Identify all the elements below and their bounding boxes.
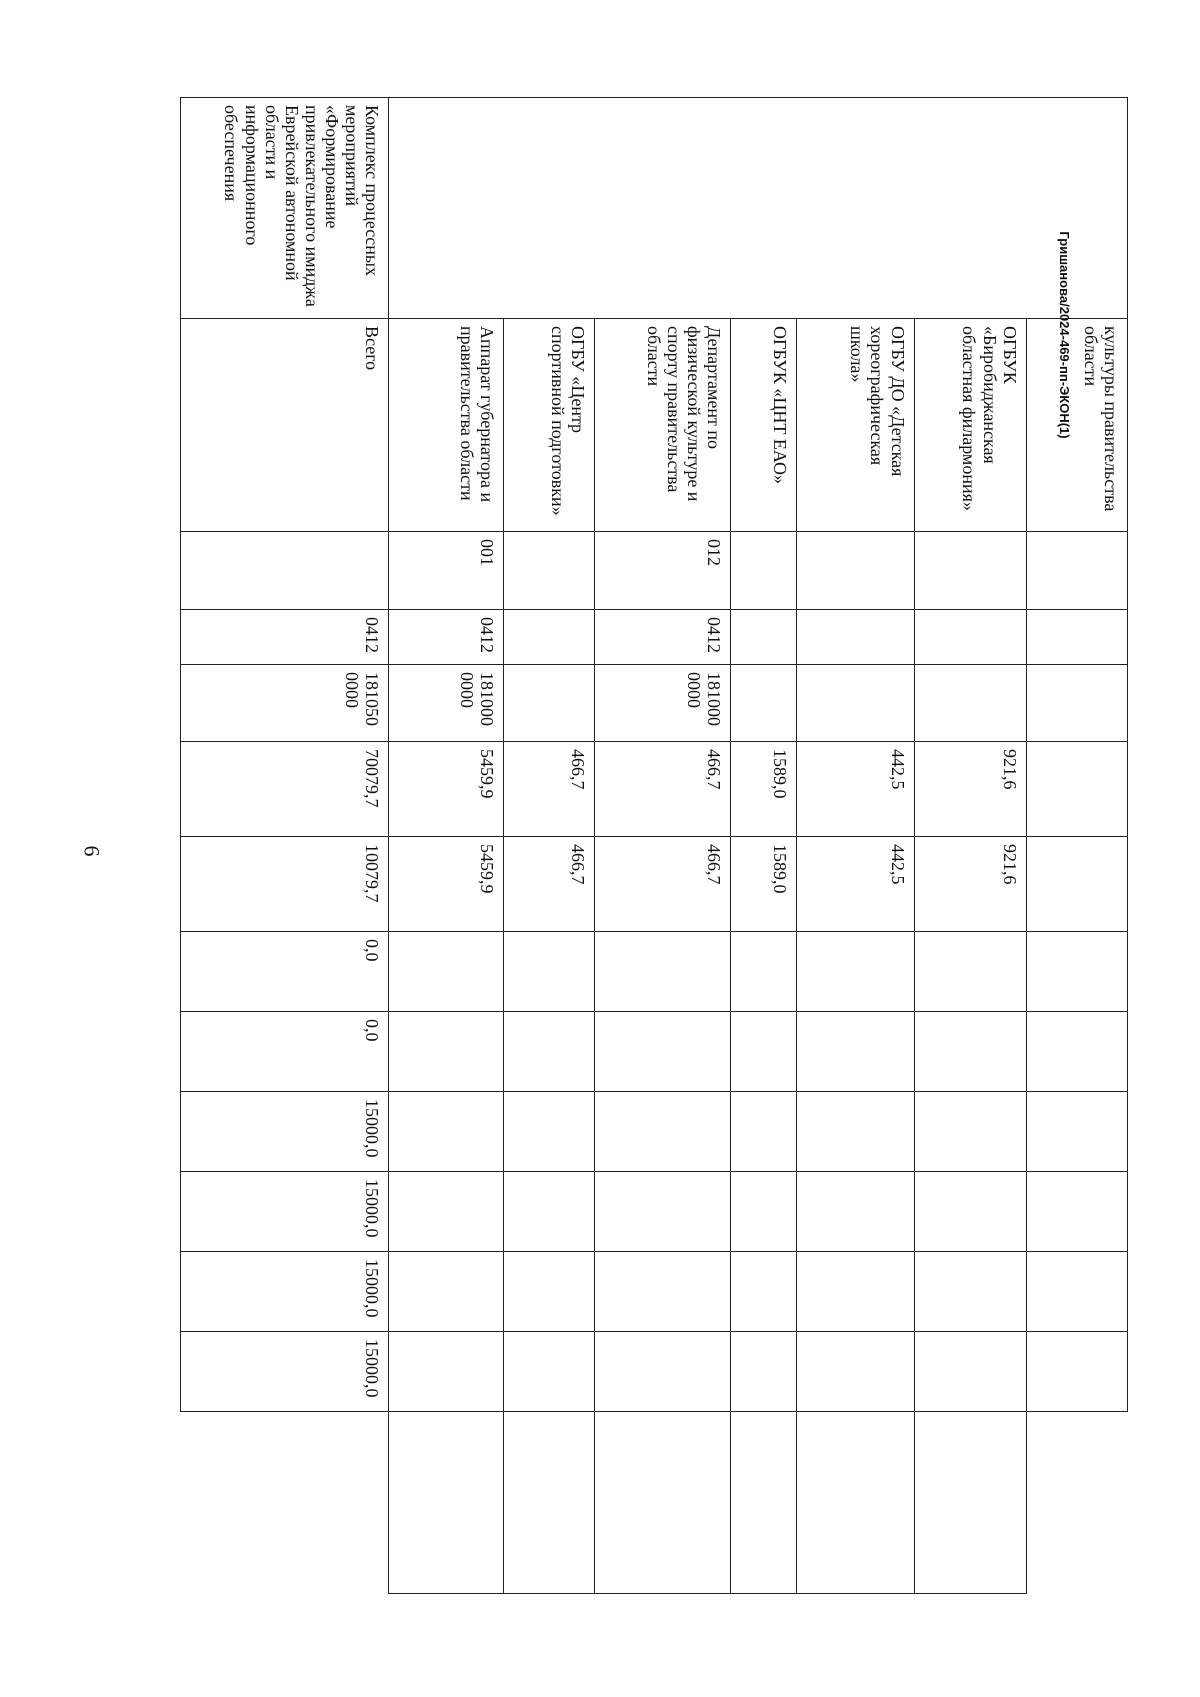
table-cell — [594, 932, 730, 1012]
table-cell: 001 — [389, 532, 503, 610]
table-cell: 921,6 — [914, 742, 1026, 837]
table-row — [797, 98, 914, 1594]
table-cell — [731, 532, 797, 610]
table-cell — [181, 532, 390, 610]
table-cell — [1026, 610, 1127, 665]
table-cell — [1026, 1012, 1127, 1092]
table-row — [181, 98, 390, 1594]
table-cell — [503, 932, 594, 1012]
table-cell — [797, 1252, 914, 1332]
table-cell — [1026, 1332, 1127, 1412]
table-cell — [797, 932, 914, 1012]
table-cell: 181000 0000 — [594, 665, 730, 742]
table-cell: ОГБУ «Центр спортивной подготовки» — [503, 319, 594, 532]
table-cell: ОГБУК «ЦНТ ЕАО» — [731, 319, 797, 532]
table-cell — [389, 932, 503, 1012]
table-cell — [797, 532, 914, 610]
table-cell: 466,7 — [594, 742, 730, 837]
table-row — [389, 98, 503, 1594]
table-row — [1026, 98, 1127, 1594]
table-cell — [914, 1172, 1026, 1252]
table-cell — [503, 1172, 594, 1252]
table-row — [594, 98, 730, 1594]
table-cell — [731, 1332, 797, 1412]
table-cell — [594, 1252, 730, 1332]
table-cell — [731, 665, 797, 742]
table-cell — [797, 1172, 914, 1252]
table-row — [914, 98, 1026, 1594]
table-cell: 181000 0000 — [389, 665, 503, 742]
table-cell: 0412 — [181, 610, 390, 665]
table-cell — [1026, 742, 1127, 837]
table-cell — [389, 98, 1128, 319]
table-cell — [594, 1012, 730, 1092]
table-cell: культуры правительства области — [1026, 319, 1127, 532]
table-body — [181, 98, 1128, 1594]
table-cell: 0,0 — [181, 932, 390, 1012]
table-cell — [503, 532, 594, 610]
table-cell: ОГБУ ДО «Детская хореографическая школа» — [797, 319, 914, 532]
table-cell — [914, 1412, 1026, 1594]
table-cell: 5459,9 — [389, 837, 503, 932]
table-cell — [594, 1332, 730, 1412]
table-cell — [503, 1252, 594, 1332]
table-cell — [797, 1412, 914, 1594]
table-cell: 466,7 — [503, 837, 594, 932]
table-cell — [503, 1412, 594, 1594]
table-cell — [1026, 1092, 1127, 1172]
table-cell — [914, 532, 1026, 610]
table-cell — [1026, 1172, 1127, 1252]
table-cell — [731, 610, 797, 665]
table-cell — [914, 665, 1026, 742]
table-cell — [914, 1012, 1026, 1092]
table-cell: 0412 — [594, 610, 730, 665]
table-cell — [797, 1012, 914, 1092]
document-code: Гришанова/2024-469-пп-ЭКОН(1) — [1057, 231, 1072, 439]
table-cell — [1026, 1252, 1127, 1332]
table-cell: Всего — [181, 319, 390, 532]
table-cell — [389, 1172, 503, 1252]
table-cell: 15000,0 — [181, 1332, 390, 1412]
table-cell: 0,0 — [181, 1012, 390, 1092]
budget-table — [180, 97, 1128, 1594]
table-cell: 15000,0 — [181, 1172, 390, 1252]
table-cell — [914, 932, 1026, 1012]
table-cell — [731, 932, 797, 1012]
table-cell: Департамент по физической культуре и спорту правительства области — [594, 319, 730, 532]
table-cell — [797, 665, 914, 742]
table-cell — [503, 1012, 594, 1092]
table-cell — [1026, 837, 1127, 932]
table-rotated-wrapper — [180, 97, 1128, 1594]
table-cell: 15000,0 — [181, 1092, 390, 1172]
table-cell: 0412 — [389, 610, 503, 665]
table-cell — [1026, 665, 1127, 742]
table-cell — [594, 1092, 730, 1172]
table-cell — [797, 1332, 914, 1412]
table-cell: 1589,0 — [731, 837, 797, 932]
table-cell — [914, 1252, 1026, 1332]
table-cell: Комплекс процессных мероприятий «Формирование привлекательного имиджа Еврейской автономной области и информационного обеспечения — [181, 98, 390, 319]
table-cell — [503, 1332, 594, 1412]
table-cell — [389, 1092, 503, 1172]
table-row — [503, 98, 594, 1594]
table-cell — [389, 1252, 503, 1332]
table-cell: 181050 0000 — [181, 665, 390, 742]
table-cell — [797, 1092, 914, 1172]
table-cell: 15000,0 — [181, 1252, 390, 1332]
table-cell — [503, 610, 594, 665]
table-cell: 442,5 — [797, 742, 914, 837]
table-cell — [731, 1252, 797, 1332]
table-cell — [731, 1012, 797, 1092]
table-cell: ОГБУК «Биробиджанская областная филармония» — [914, 319, 1026, 532]
page-number: 6 — [79, 845, 105, 857]
table-cell: 466,7 — [594, 837, 730, 932]
table-cell: 012 — [594, 532, 730, 610]
table-cell: 1589,0 — [731, 742, 797, 837]
table-cell — [389, 1012, 503, 1092]
table-cell — [914, 1332, 1026, 1412]
table-cell: 442,5 — [797, 837, 914, 932]
table-cell — [594, 1412, 730, 1594]
table-cell: 10079,7 — [181, 837, 390, 932]
table-cell: 466,7 — [503, 742, 594, 837]
table-cell — [389, 1332, 503, 1412]
table-cell — [1026, 532, 1127, 610]
table-cell — [731, 1172, 797, 1252]
table-cell — [914, 1092, 1026, 1172]
table-cell — [1026, 932, 1127, 1012]
table-cell — [594, 1172, 730, 1252]
table-cell — [797, 610, 914, 665]
table-cell — [914, 610, 1026, 665]
table-cell — [503, 665, 594, 742]
table-cell — [503, 1092, 594, 1172]
table-cell: Аппарат губернатора и правительства области — [389, 319, 503, 532]
table-cell — [731, 1092, 797, 1172]
table-cell: 921,6 — [914, 837, 1026, 932]
table-cell: 5459,9 — [389, 742, 503, 837]
table-cell: 70079,7 — [181, 742, 390, 837]
table-cell — [389, 1412, 503, 1594]
table-row — [731, 98, 797, 1594]
table-cell — [731, 1412, 797, 1594]
